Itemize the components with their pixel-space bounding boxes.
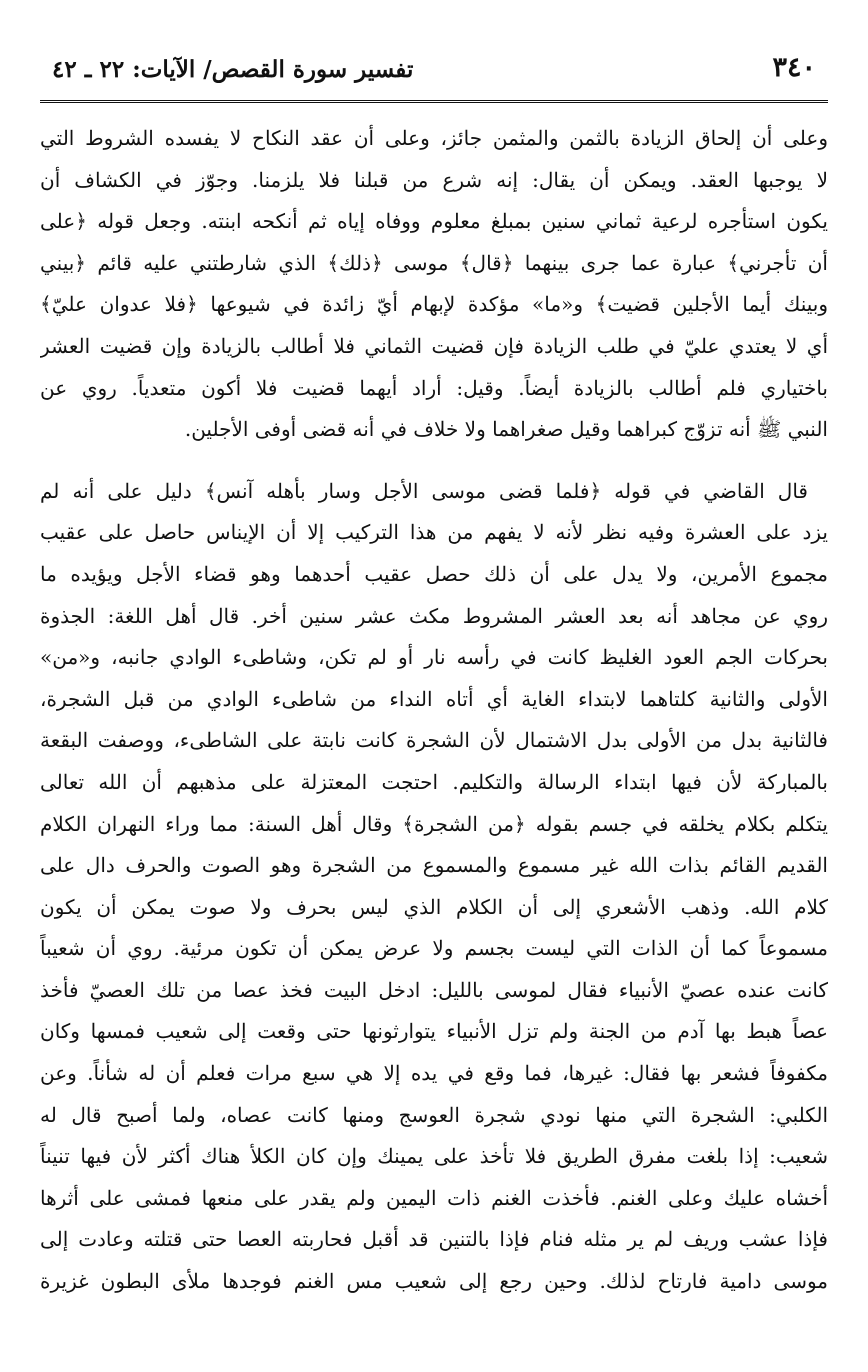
text-line: مجموع الأمرين، ولا يدل على أن ذلك حصل عقيب أحدهما وهو قضاء الأجل ويؤيده ما	[40, 561, 828, 586]
text-line: مكفوفاً فشعر بها فقال: غيرها، فما وقع في يده إلا هي سبع مرات فعلم أن له شأناً. وعن	[40, 1061, 828, 1086]
text-line: فالثانية بدل من الأولى بدل الاشتمال لأن الشجرة كانت نابتة على الشاطىء، ووصفت البقعة	[40, 728, 828, 753]
text-line: وبينك أيما الأجلين قضيت﴾ و«ما» مؤكدة لإبهام أيّ زائدة في شيوعها ﴿فلا عدوان عليّ﴾	[40, 292, 828, 317]
body-text	[40, 118, 828, 1303]
text-line: أي لا يعتدي عليّ في طلب الزيادة فإن قضيت الثماني فلا أطالب بالزيادة وإن قضيت العشر	[40, 333, 828, 358]
text-line: النبي ﷺ أنه تزوّج كبراهما وقيل صغراهما ولا خلاف في أنه قضى أوفى الأجلين.	[184, 417, 828, 442]
text-line: يتكلم بكلام يخلقه في جسم بقوله ﴿من الشجرة﴾ وقال أهل السنة: مما وراء النهران الكلام	[40, 811, 828, 836]
text-line: قال القاضي في قوله ﴿فلما قضى موسى الأجل وسار بأهله آنس﴾ دليل على أنه لم	[40, 478, 808, 503]
paragraph-1	[40, 118, 828, 451]
page-header	[40, 44, 828, 103]
text-line: مسموعاً كما أن الذات التي ليست بجسم ولا عرض يمكن أن تكون مرئية. روي أن شعيباً	[40, 936, 828, 961]
text-line: وعلى أن إلحاق الزيادة بالثمن والمثمن جائز، وعلى أن عقد النكاح لا يفسده الشروط التي	[40, 126, 828, 150]
text-line: الكلبي: الشجرة التي منها نودي شجرة العوسج ومنها كانت عصاه، ولما أصبح قال له	[40, 1102, 828, 1127]
paragraph-2	[40, 471, 828, 1303]
text-line: الأولى والثانية كلتاهما لابتداء الغاية أي أتاه النداء من شاطىء الوادي من قبل الشجرة،	[40, 686, 828, 711]
text-line: شعيب: إذا بلغت مفرق الطريق فلا تأخذ على يمينك وإن كان الكلأ هناك أكثر لأن فيها تنيناً	[40, 1144, 828, 1169]
text-line: أن تأجرني﴾ عبارة عما جرى بينهما ﴿قال﴾ موسى ﴿ذلك﴾ الذي شارطتني عليه قائم ﴿بيني	[40, 250, 828, 275]
text-line: عصاً هبط بها آدم من الجنة ولم تزل الأنبياء يتوارثونها حتى وقعت إلى شعيب فمسها وكان	[40, 1019, 828, 1044]
text-line: بالمباركة لأن فيها ابتداء الرسالة والتكليم. احتجت المعتزلة على مذهبهم أن الله تعالى	[40, 769, 828, 794]
text-line: يزد على العشرة وفيه نظر لأنه لا يفهم من هذا التركيب إلا أن الإيناس حاصل على عقيب	[40, 520, 828, 545]
text-line: أخشاه عليك وعلى الغنم. فأخذت الغنم ذات اليمين ولم يقدر على منعها فمشى على أثرها	[40, 1185, 828, 1210]
text-line: كلام الله. وذهب الأشعري إلى أن الكلام الذي ليس بحرف ولا صوت يمكن أن يكون	[40, 894, 828, 919]
text-line: موسى دامية فارتاح لذلك. وحين رجع إلى شعيب مس الغنم فوجدها ملأى البطون غزيرة	[40, 1269, 828, 1294]
running-head: تفسير سورة القصص/ الآيات: ٢٢ ـ ٤٢	[52, 56, 414, 83]
text-line: روي عن مجاهد أنه بعد العشر المشروط مكث عشر سنين أخر. قال أهل اللغة: الجذوة	[40, 603, 828, 628]
page-number: ٣٤٠	[772, 52, 816, 83]
text-line: لا يوجبها العقد. ويمكن أن يقال: إنه شرع من قبلنا فلا يلزمنا. وجوّز في الكشاف أن	[40, 167, 828, 192]
text-line: بحركات الجم العود الغليظ كانت في رأسه نار أو لم تكن، وشاطىء الوادي جانبه، و«من»	[40, 645, 828, 670]
text-line: القديم القائم بذات الله غير مسموع والمسموع من الشجرة وهو الصوت والحرف دال على	[40, 853, 828, 878]
text-line: فإذا عشب وريف لم ير مثله فنام فإذا بالتنين قد أقبل فحاربته العصا حتى قتلته وعادت إلى	[40, 1227, 828, 1252]
text-line: باختياري فلم أطالب بالزيادة أيضاً. وقيل: أراد أيهما قضيت فلا أكون متعدياً. روي عن	[40, 375, 828, 400]
text-line: كانت عنده عصيّ الأنبياء فقال لموسى بالليل: ادخل البيت فخذ عصا من تلك العصيّ فأخذ	[40, 977, 828, 1002]
text-line: يكون استأجره لرعية ثماني سنين بمبلغ معلوم ووفاه إياه ثم أنكحه ابنته. وجعل قوله ﴿على	[40, 209, 828, 234]
